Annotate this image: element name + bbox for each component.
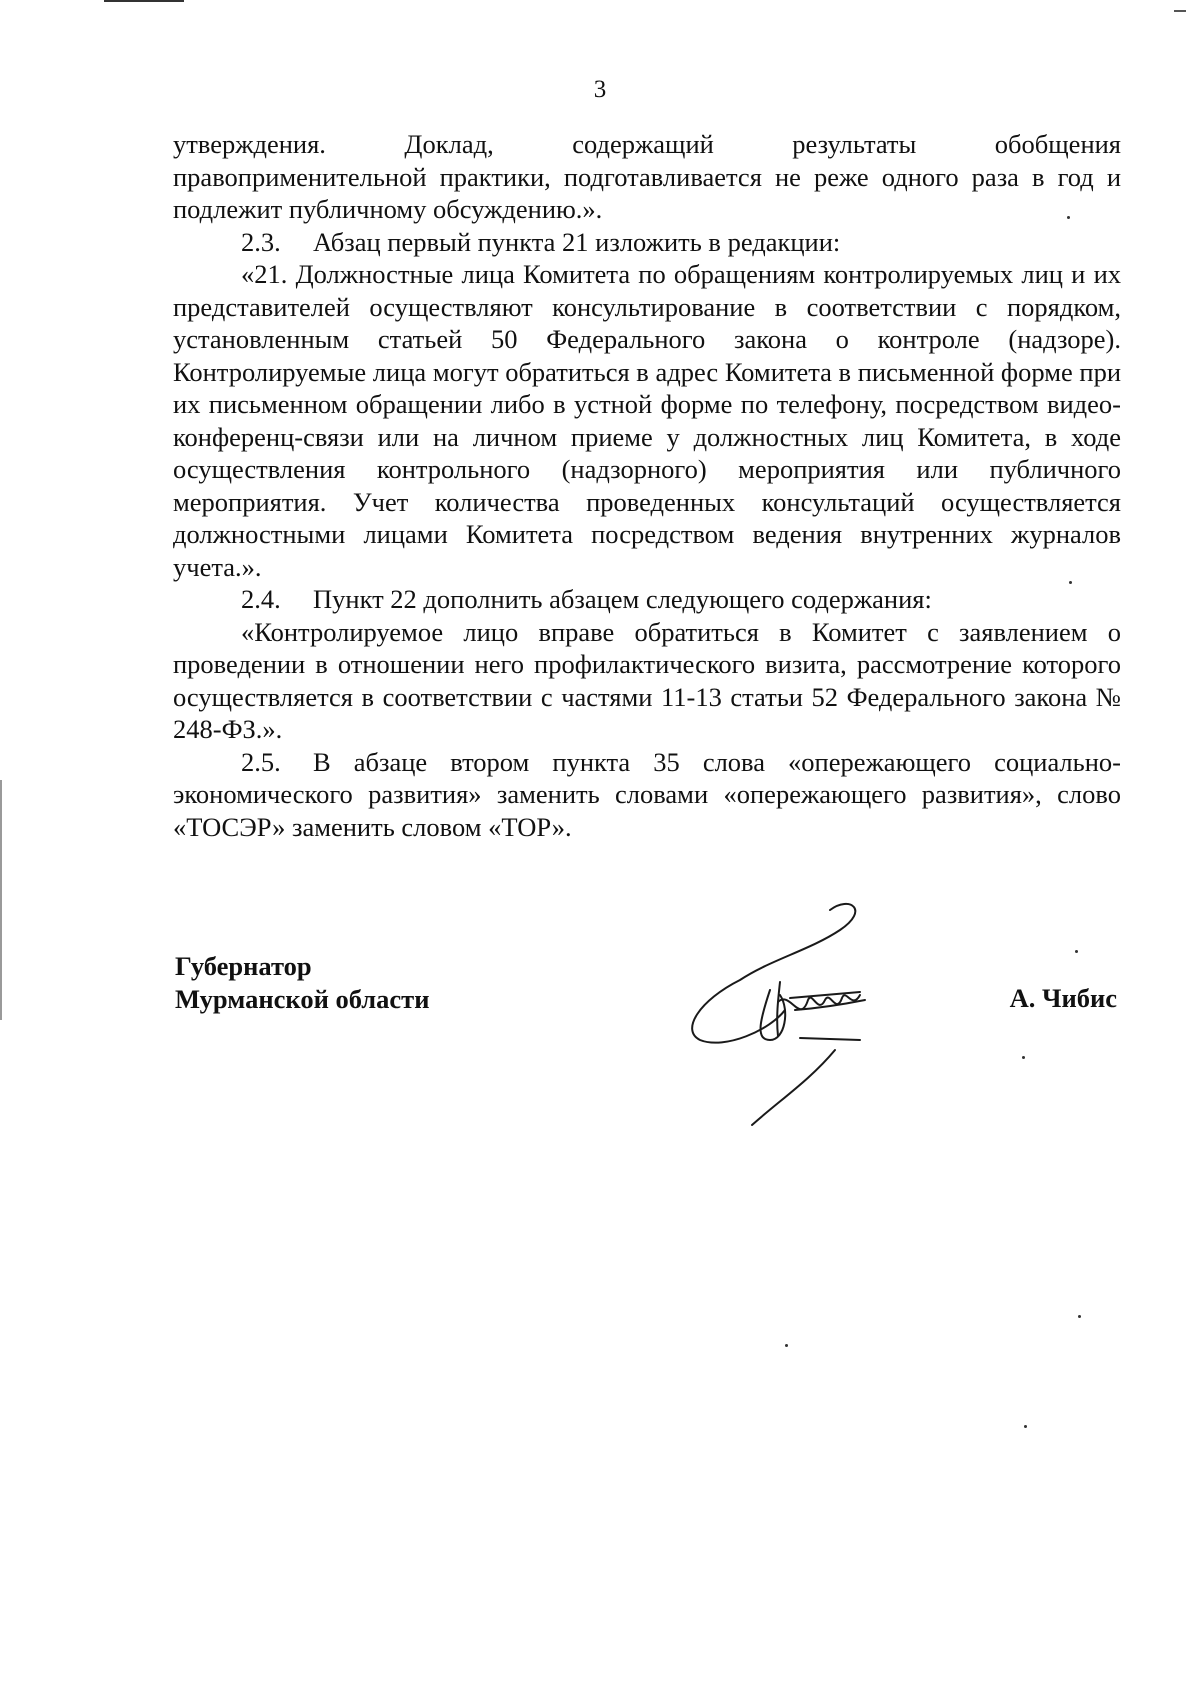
quoted-paragraph-21: «21. Должностные лица Комитета по обращениям контролируемых лиц и их представителей осуществляют консультирование в соответствии с порядком, установленным статьей 50 Федерального закона о контроле (надзоре). Контролируемые лица могут обратиться в адрес Комитета в письменной форме при их письменном обращении либо в устной форме по телефону, посредством видео-конференц-связи или на личном приеме у должностных лиц Комитета, в ходе осуществления контрольного (надзорного) мероприятия или публичного мероприятия. Учет количества проведенных консультаций осуществляется должностными лицами Комитета посредством ведения внутренних журналов учета.». — [173, 259, 1121, 582]
paragraph-continuation-rest: правоприменительной практики, подготавливается не реже одного раза в год и подлежит публичному обсуждению.». — [173, 161, 1121, 224]
clause-text: Пункт 22 дополнить абзацем следующего содержания: — [313, 584, 932, 614]
signatory-title — [175, 950, 429, 1016]
scan-speck — [785, 1344, 788, 1347]
scan-speck — [1075, 950, 1078, 953]
scan-speck — [1024, 1425, 1027, 1428]
scan-speck — [1078, 1315, 1081, 1318]
clause-text: Абзац первый пункта 21 изложить в редакции: — [313, 226, 841, 257]
paragraph-continuation-line1: утверждения. Доклад, содержащий результаты обобщения — [173, 129, 1121, 159]
scan-top-rule — [104, 0, 184, 2]
scan-speck — [1022, 1056, 1025, 1059]
signatory-title-line2: Мурманской области — [175, 984, 430, 1014]
clause-text: В абзаце втором пункта 35 слова «опережающего социально-экономического развития» заменить словами «опережающего развития», слово «ТОСЭР» заменить словом «ТОР». — [173, 746, 1121, 842]
handwritten-signature — [660, 890, 920, 1130]
clause-number: 2.3. — [241, 226, 281, 257]
document-body — [173, 128, 1121, 843]
scan-corner-mark — [1174, 10, 1186, 12]
clause-2-4 — [173, 583, 1121, 616]
signer-name: А. Чибис — [1009, 983, 1117, 1013]
signatory-title-line1: Губернатор — [175, 951, 312, 981]
clause-2-3 — [173, 226, 1121, 259]
quoted-paragraph-22: «Контролируемое лицо вправе обратиться в Комитет с заявлением о проведении в отношении него профилактического визита, рассмотрение которого осуществляется в соответствии с частями 11-13 статьи 52 Федерального закона № 248-ФЗ.». — [173, 616, 1121, 744]
page-number: 3 — [593, 76, 607, 103]
clause-number: 2.5. — [241, 746, 281, 777]
clause-2-5 — [173, 746, 1121, 844]
scan-left-edge — [0, 780, 2, 1020]
clause-number: 2.4. — [241, 584, 281, 614]
